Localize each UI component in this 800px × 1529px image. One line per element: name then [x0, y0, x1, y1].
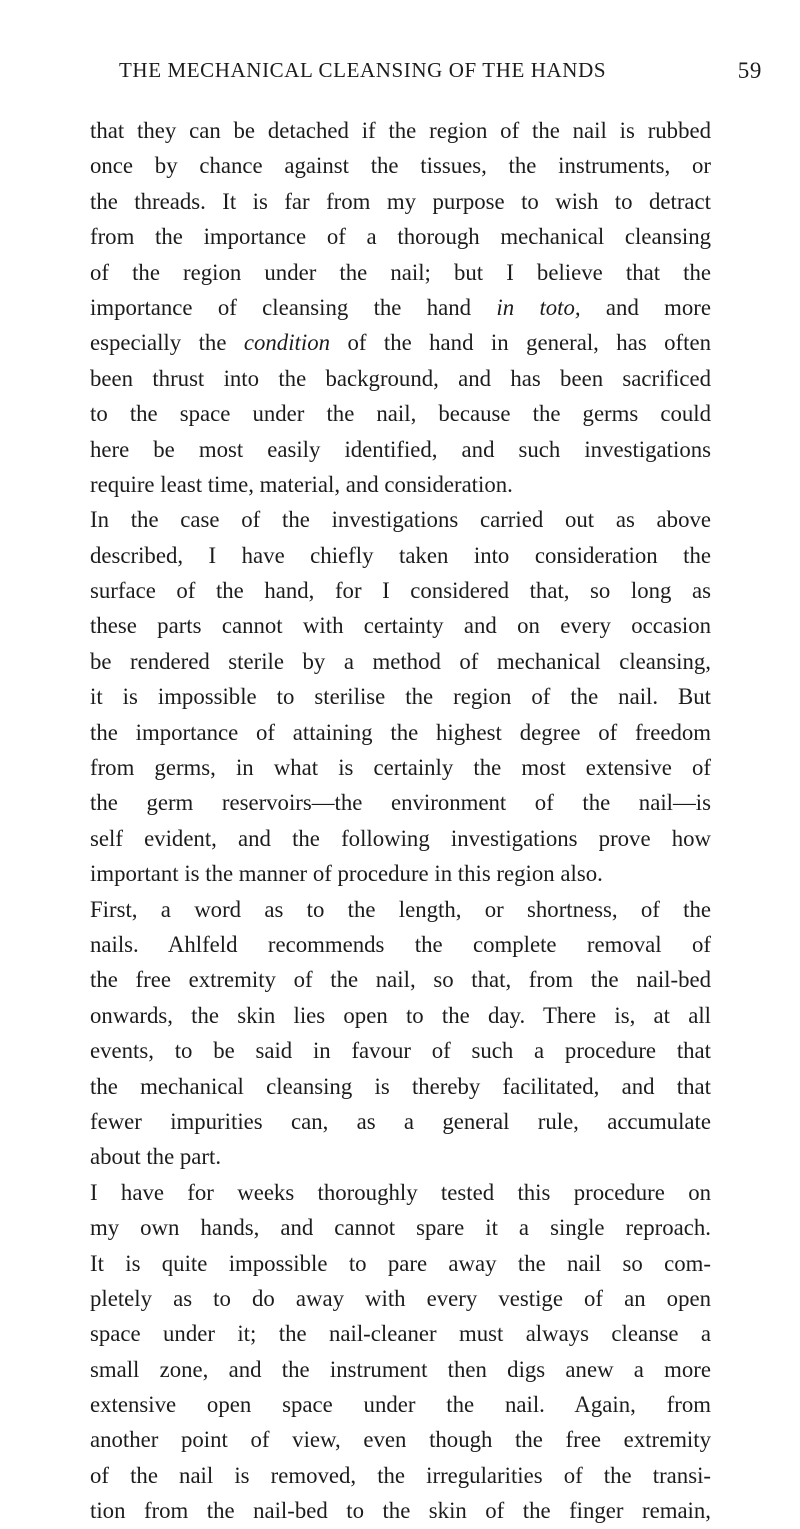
text-line	[90, 502, 711, 537]
text-run: small zone, and the instrument then digs anew a more	[90, 1356, 711, 1382]
body-text	[90, 113, 711, 1529]
text-line	[90, 432, 711, 467]
text-line	[90, 325, 711, 360]
text-line	[90, 1493, 711, 1528]
text-line	[90, 255, 711, 290]
text-run: events, to be said in favour of such a procedure that	[90, 1038, 711, 1064]
text-line	[90, 290, 711, 325]
text-run: I have for weeks thoroughly tested this procedure on	[90, 1179, 711, 1205]
text-run: important is the manner of procedure in this region also.	[90, 861, 603, 887]
text-run: First, a word as to the length, or shortness, of the	[90, 896, 711, 922]
text-run: tion from the nail-bed to the skin of the finger remain,	[90, 1498, 711, 1524]
text-run: the germ reservoirs—the environment of the nail—is	[90, 790, 711, 816]
text-line	[90, 1033, 711, 1068]
text-line	[90, 573, 711, 608]
text-run: from germs, in what is certainly the most extensive of	[90, 755, 711, 781]
text-line	[90, 785, 711, 820]
text-run: surface of the hand, for I considered that, so long as	[90, 578, 711, 604]
text-line	[90, 1281, 711, 1316]
text-line	[90, 998, 711, 1033]
text-line	[90, 219, 711, 254]
text-line	[90, 715, 711, 750]
text-line	[90, 1104, 711, 1139]
text-run: here be most easily identified, and such investigations	[90, 436, 711, 462]
page-number: 59	[737, 58, 762, 83]
text-run: pletely as to do away with every vestige of an open	[90, 1285, 711, 1311]
text-run: been thrust into the background, and has been sacrificed	[90, 365, 711, 391]
text-run: it is impossible to sterilise the region of the nail. But	[90, 684, 711, 710]
text-run: another point of view, even though the free extremity	[90, 1427, 711, 1453]
text-run: my own hands, and cannot spare it a single reproach.	[90, 1215, 711, 1241]
text-run: and more	[580, 294, 712, 320]
text-run: from the importance of a thorough mechanical cleansing	[90, 224, 711, 250]
text-line	[90, 1422, 711, 1457]
text-run: importance of cleansing the hand	[90, 294, 497, 320]
text-line	[90, 1210, 711, 1245]
text-line	[90, 467, 711, 502]
text-run: once by chance against the tissues, the instruments, or	[90, 153, 711, 179]
text-run: of the region under the nail; but I believe that the	[90, 259, 711, 285]
text-run: these parts cannot with certainty and on every occasion	[90, 613, 711, 639]
text-line	[90, 927, 711, 962]
text-line	[90, 608, 711, 643]
text-line	[90, 1458, 711, 1493]
text-run: In the case of the investigations carried out as above	[90, 507, 711, 533]
text-run: space under it; the nail-cleaner must always cleanse a	[90, 1321, 711, 1347]
text-line	[90, 361, 711, 396]
text-run: fewer impurities can, as a general rule, accumulate	[90, 1108, 711, 1134]
text-run: require least time, material, and consideration.	[90, 471, 513, 497]
text-run: nails. Ahlfeld recommends the complete removal of	[90, 931, 711, 957]
text-line	[90, 750, 711, 785]
text-run: the threads. It is far from my purpose to wish to detract	[90, 188, 711, 214]
text-line	[90, 148, 711, 183]
text-line	[90, 1387, 711, 1422]
text-line	[90, 396, 711, 431]
text-line	[90, 1246, 711, 1281]
italic-text: in toto,	[496, 294, 581, 320]
text-line	[90, 1139, 711, 1174]
text-line	[90, 1352, 711, 1387]
text-run: It is quite impossible to pare away the nail so com-	[90, 1250, 711, 1276]
text-line	[90, 856, 711, 891]
text-line	[90, 644, 711, 679]
text-run: of the nail is removed, the irregularities of the transi-	[90, 1462, 711, 1488]
text-run: about the part.	[90, 1144, 222, 1170]
text-run: the free extremity of the nail, so that, from the nail-bed	[90, 967, 711, 993]
text-line	[90, 184, 711, 219]
text-line	[90, 1175, 711, 1210]
text-run: to the space under the nail, because the germs could	[90, 401, 711, 427]
text-line	[90, 821, 711, 856]
text-run: the mechanical cleansing is thereby facilitated, and that	[90, 1073, 711, 1099]
text-line	[90, 962, 711, 997]
text-run: self evident, and the following investigations prove how	[90, 825, 711, 851]
text-run: described, I have chiefly taken into consideration the	[90, 542, 711, 568]
running-title: THE MECHANICAL CLEANSING OF THE HANDS	[119, 58, 607, 82]
text-run: of the hand in general, has often	[330, 330, 711, 356]
text-line	[90, 113, 711, 148]
text-run: be rendered sterile by a method of mechanical cleansing,	[90, 648, 711, 674]
text-line	[90, 538, 711, 573]
text-run: onwards, the skin lies open to the day. There is, at all	[90, 1002, 711, 1028]
text-line	[90, 679, 711, 714]
text-line	[90, 1316, 711, 1351]
text-run: that they can be detached if the region of the nail is rubbed	[90, 118, 711, 143]
text-run: extensive open space under the nail. Again, from	[90, 1392, 711, 1418]
text-run: especially the	[90, 330, 244, 356]
text-run: the importance of attaining the highest degree of freedom	[90, 719, 711, 745]
text-line	[90, 1069, 711, 1104]
italic-text: condition	[243, 330, 330, 356]
text-line	[90, 892, 711, 927]
